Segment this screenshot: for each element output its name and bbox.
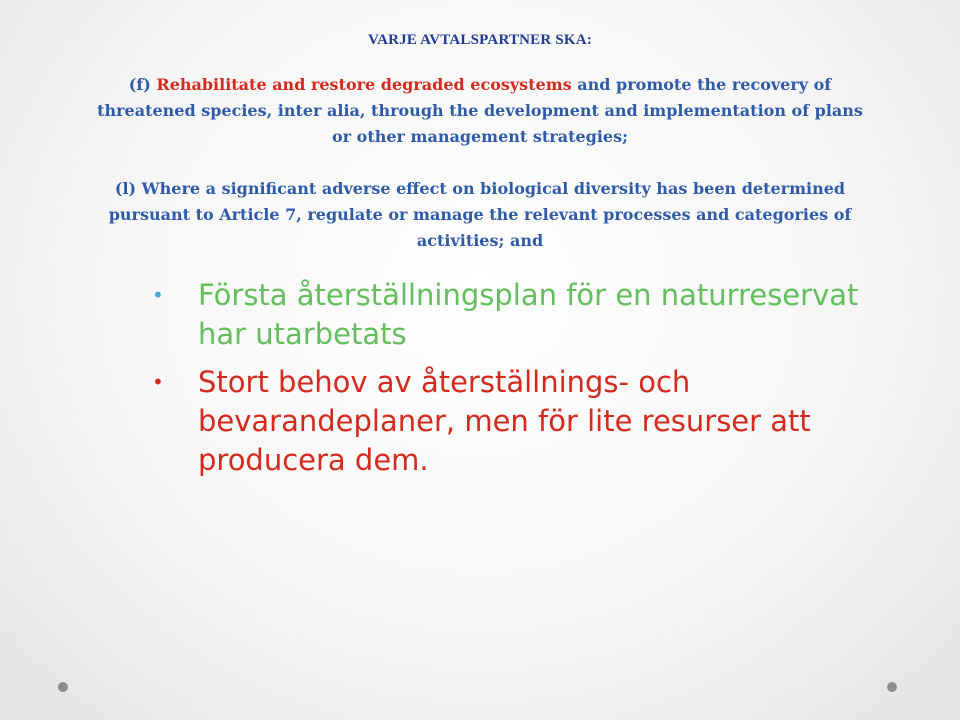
corner-dot-left-icon <box>58 682 68 692</box>
paragraph-f-prefix: (f) <box>128 75 157 94</box>
paragraph-f <box>90 72 870 150</box>
bullet-text-1: Första återställningsplan för en naturreservat har utarbetats <box>198 278 859 351</box>
bullet-dot-icon: • <box>152 370 164 394</box>
bullet-dot-icon: • <box>152 283 164 307</box>
bullet-item-1 <box>150 276 870 354</box>
bullet-item-2 <box>150 363 870 480</box>
bullet-list <box>150 276 870 489</box>
corner-dot-right-icon <box>887 682 897 692</box>
paragraph-l <box>80 176 880 254</box>
paragraph-f-highlight: Rehabilitate and restore degraded ecosystems <box>156 75 572 94</box>
slide-heading: VARJE AVTALSPARTNER SKA: <box>367 32 593 48</box>
bullet-text-2: Stort behov av återställnings- och bevarandeplaner, men för lite resurser att producera dem. <box>198 365 811 477</box>
paragraph-f-rest: and promote the recovery of threatened species, inter alia, through the development and implementation of plans or other management strategies; <box>97 75 863 146</box>
paragraph-l-text: (l) Where a significant adverse effect on biological diversity has been determined pursuant to Article 7, regulate or manage the relevant processes and categories of activities; and <box>108 179 852 250</box>
